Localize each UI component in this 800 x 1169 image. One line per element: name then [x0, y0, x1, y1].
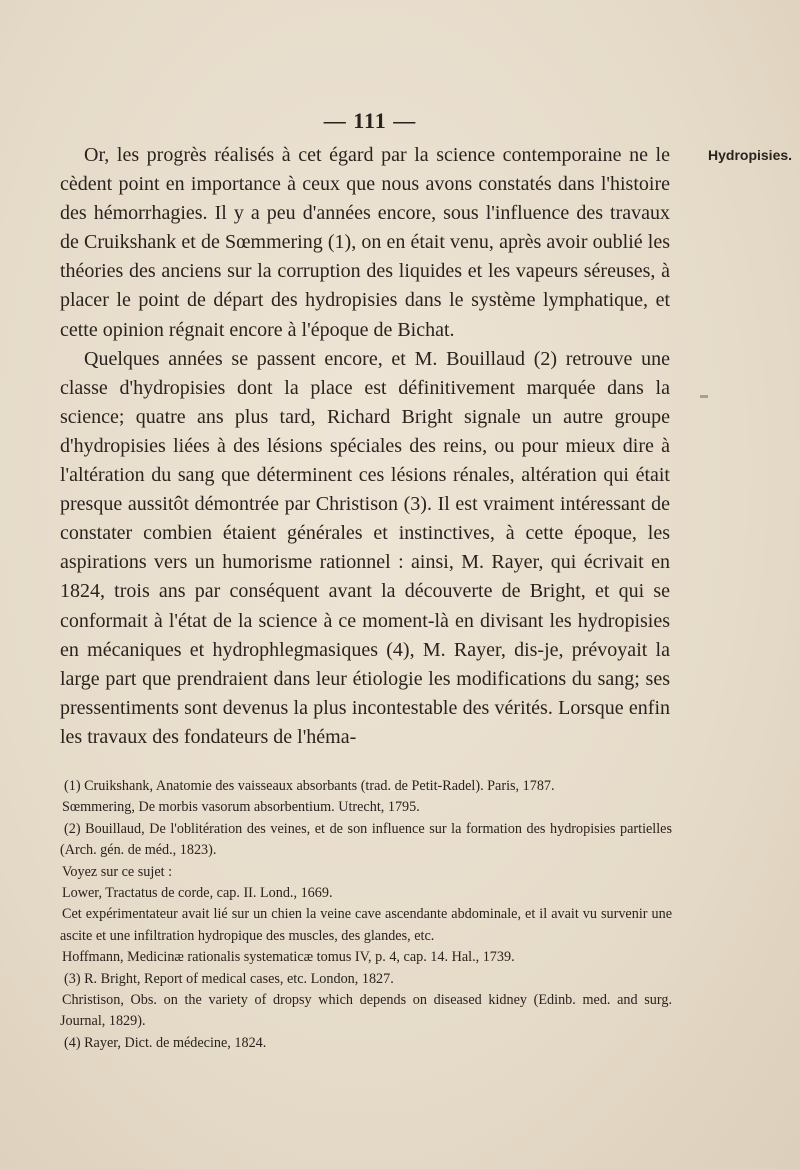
- footnote: [60, 904, 672, 947]
- footnote-text: R. Bright, Report of medical cases, etc. London, 1827.: [84, 970, 394, 987]
- footnote-text: Voyez sur ce sujet :: [62, 863, 173, 880]
- footnote-number: (2): [64, 820, 81, 837]
- footnote-text: Christison, Obs. on the variety of dropsy which depends on diseased kidney (Edinb. med. and surg. Journal, 1829).: [60, 992, 672, 1030]
- footnote-number: (3): [64, 970, 81, 987]
- footnote: [60, 990, 672, 1033]
- footnote-text: Sœmmering, De morbis vasorum absorbentium. Utrecht, 1795.: [62, 799, 420, 816]
- footnote: [60, 1033, 672, 1054]
- body-text: [60, 141, 670, 752]
- ink-mark: [700, 395, 708, 398]
- footnote: [60, 862, 672, 883]
- footnote: [60, 883, 672, 904]
- footnote: [60, 819, 672, 862]
- footnote: [60, 969, 672, 990]
- footnote-text: Hoffmann, Medicinæ rationalis systematicæ tomus IV, p. 4, cap. 14. Hal., 1739.: [62, 949, 515, 966]
- footnote-text: Bouillaud, De l'oblitération des veines, et de son influence sur la formation des hydropisies partielles (Arch. gén. de méd., 1823).: [60, 820, 673, 859]
- footnote-number: (4): [64, 1034, 81, 1051]
- footnote-text: Lower, Tractatus de corde, cap. II. Lond., 1669.: [62, 885, 333, 902]
- page-number: — 111 —: [323, 108, 417, 133]
- footnote-number: (1): [64, 778, 81, 794]
- footnote-text: Cet expérimentateur avait lié sur un chien la veine cave ascendante abdominale, et il avait vu survenir une ascite et une infiltration hydropique des muscles, des glandes, etc.: [60, 906, 672, 944]
- footnote: [60, 797, 672, 818]
- paragraph: Quelques années se passent encore, et M. Bouillaud (2) retrouve une classe d'hydropisies dont la place est définitivement marquée dans la science; quatre ans plus tard, Richard Bright signale un autre groupe d'hydropisies liées à des lésions spéciales des reins, ou pour mieux dire à l'altération du sang que déterminent ces lésions rénales, altération qui était presque aussitôt démontrée par Christison (3). Il est vraiment intéressant de constater combien étaient générales et instinctives, à cette époque, les aspirations vers un humorisme rationnel : ainsi, M. Rayer, qui écrivait en 1824, trois ans par conséquent avant la découverte de Bright, et qui se conformait à l'état de la science à ce moment-là en divisant les hydropisies en mécaniques et hydrophlegmasiques (4), M. Rayer, dis-je, prévoyait la large part que prendraient dans leur étiologie les modifications du sang; ses pressentiments sont devenus la plus incontestable des vérités. Lorsque enfin les travaux des fondateurs de l'héma-: [60, 347, 670, 748]
- footnotes: [60, 776, 672, 1054]
- paragraph: Or, les progrès réalisés à cet égard par la science contemporaine ne le cèdent point en importance à ceux que nous avons constatés dans l'histoire des hémorrhagies. Il y a peu d'années encore, sous l'influence des travaux de Cruikshank et de Sœmmering (1), on en était venu, après avoir oublié les théories des anciens sur la corruption des liquides et les vapeurs séreuses, à placer le point de départ des hydropisies dans le système lymphatique, et cette opinion régnait encore à l'époque de Bichat.: [60, 144, 670, 341]
- footnote: [60, 776, 672, 797]
- footnote-text: Rayer, Dict. de médecine, 1824.: [84, 1034, 267, 1051]
- footnote-text: Cruikshank, Anatomie des vaisseaux absorbants (trad. de Petit-Radel). Paris, 1787.: [84, 778, 555, 794]
- footnote: [60, 947, 672, 968]
- margin-note: Hydropisies.: [708, 147, 793, 163]
